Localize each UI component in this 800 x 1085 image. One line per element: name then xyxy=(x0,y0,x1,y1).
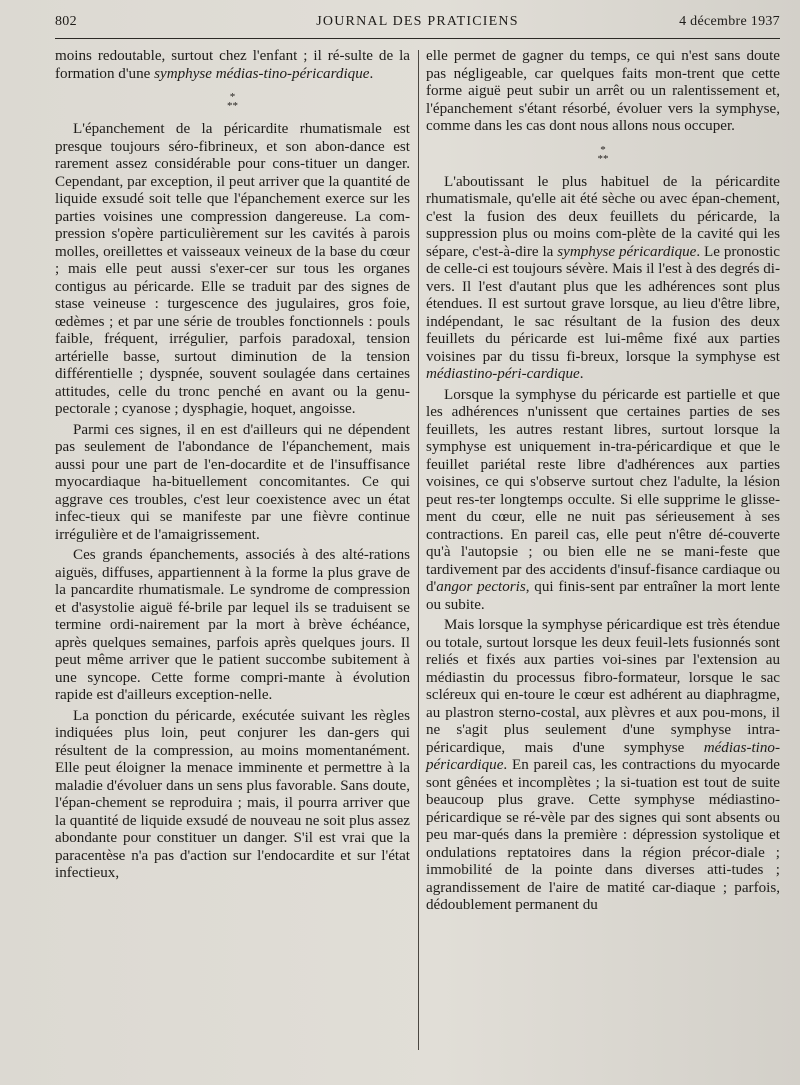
emphasis: symphyse médias-tino-péricardique xyxy=(154,65,370,82)
section-separator: * ** xyxy=(227,91,238,112)
paragraph: L'aboutissant le plus habituel de la péricardite rhumatismale, qu'elle ait été sèche ou avec épan-chement, c'est la fusion des deux feuillets du péricarde, la suppression plus ou moins com-plète de la cavité qui les sépare, c'est-à-dire la symphyse péricardique. Le pronostic de celle-ci est toujours sévère. Mais il l'est à des degrés di-vers. Il l'est d'autant plus que les adhérences sont plus étendues. Il est surtout grave lorsque, au lieu d'être libre, indépendant, le sac résultant de la fusion des deux feuillets du péricarde est lui-même fixé aux parties voisines par du tissu fi-breux, lorsque la symphyse est médiastino-péri-cardique. xyxy=(426,173,780,382)
emphasis: angor pectoris xyxy=(436,579,526,595)
paragraph: Lorsque la symphyse du péricarde est partielle et que les adhérences n'unissent que certaines parties de ses feuillets, les autres restant libres, surtout lorsque la symphyse est uniquement in-tra-péricardique et que le feuillet pariétal reste libre d'adhérences aux parties voisines, ce qui s'observe surtout chez l'adulte, la lésion peut res-ter longtemps occulte. Si elle supprime le glisse-ment du cœur, elle ne nuit pas sérieusement à ses contractions. En pareil cas, elle peut n'être dé-couverte qu'à l'autopsie ; ou bien elle ne se mani-feste que tardivement par des accidents d'insuf-fisance cardiaque ou d'angor pectoris, qui finis-sent par entraîner la mort lente ou subite. xyxy=(426,386,780,613)
issue-date: 4 décembre 1937 xyxy=(679,14,780,29)
paragraph: Ces grands épanchements, associés à des alté-rations aiguës, diffuses, appartiennent à la forme la plus grave de la pancardite rhumatismale. Le syndrome de compression et d'asystolie aiguë fé-brile par lequel ils se traduisent se termine ordi-nairement par la mort à brève échéance, après quelques semaines, parfois après quelques jours. Il peut même arriver que le patient succombe subitement à une syncope. Cette forme compri-mante à évolution rapide est d'ailleurs exception-nelle. xyxy=(55,547,410,703)
paragraph: La ponction du péricarde, exécutée suivant les règles indiquées plus loin, peut conjurer les dan-gers qui résultent de la compression, au moins momentanément. Elle peut éloigner la menace imminente et permettre à la maladie d'évoluer dans un sens plus favorable. Sans doute, l'épan-chement se reproduira ; mais, il pourra arriver que la quantité de liquide exsudé de nouveau ne soit plus assez abondante pour constituer un danger. S'il est vrai que la paracentèse n'a pas d'action sur l'endocardite et sur l'état infectieux, xyxy=(55,707,410,881)
paragraph: elle permet de gagner du temps, ce qui n'est sans doute pas négligeable, car quelques faits mon-trent que cette forme aiguë peut subir un arrêt ou un ralentissement et, l'épanchement s'étant résorbé, évoluer vers la symphyse, comme dans les cas dont nous allons nous occuper. xyxy=(426,48,780,134)
section-separator: * ** xyxy=(597,143,609,165)
running-header xyxy=(55,14,780,36)
right-column xyxy=(426,48,780,1068)
paragraph: moins redoutable, surtout chez l'enfant ; il ré-sulte de la formation d'une symphyse médias-tino-péricardique. xyxy=(55,48,410,82)
emphasis: symphyse péricardique xyxy=(557,243,697,260)
emphasis: médiastino-péri-cardique xyxy=(426,366,580,382)
emphasis: médias-tino-péricardique xyxy=(426,739,780,773)
header-rule xyxy=(55,38,780,39)
journal-title: JOURNAL DES PRATICIENS xyxy=(316,14,519,29)
column-divider xyxy=(418,50,419,1050)
paragraph: L'épanchement de la péricardite rhumatismale est presque toujours séro-fibrineux, et son abon-dance est rarement assez considérable pour cons-tituer un danger. Cependant, par exception, il peut arriver que la quantité de liquide exsudé soit telle que l'épanchement exerce sur les parties voisines une compression dangereuse. La com-pression s'opère particulièrement sur les cavités à parois molles, oreillettes et vaisseaux veineux de la base du cœur ; mais elle peut aussi s'exer-cer sur tous les organes contigus au péricarde. Elle se traduit par des signes de stase veineuse : turgescence des jugulaires, gros foie, œdèmes ; et par une série de troubles fonctionnels : pouls faible, fréquent, irrégulier, parfois paradoxal, tension artérielle basse, surtout diminution de la tension différentielle ; dyspnée, souvent soulagée dans certaines attitudes, celle du tronc penché en avant ou la genu-pectorale ; cyanose ; dysphagie, hoquet, angoisse. xyxy=(55,121,410,417)
paragraph: Mais lorsque la symphyse péricardique est très étendue ou totale, surtout lorsque les deux feuil-lets fusionnés sont reliés et fixés aux parties voi-sines par l'extension au médiastin du processus fibro-formateur, lorsque le sac scléreux qui en-toure le cœur est adhérent au diaphragme, au plastron sterno-costal, aux plèvres et aux pou-mons, il ne s'agit plus seulement d'une symphyse intra-péricardique, mais d'une symphyse médias-tino-péricardique. En pareil cas, les contractions du myocarde sont gênées et incomplètes ; la si-tuation est tout de suite beaucoup plus grave. Cette symphyse médiastino-péricardique se ré-vèle par des signes qui sont absents ou peu mar-qués dans la première : dépression systolique et ondulations reptatoires dans la région précor-diale ; immobilité de la pointe dans diverses atti-tudes ; agrandissement de l'aire de matité car-diaque ; parfois, dédoublement permanent du xyxy=(426,617,780,913)
paragraph: Parmi ces signes, il en est d'ailleurs qui ne dépendent pas seulement de l'abondance de l'épanchement, mais aussi pour une part de l'en-docardite et de l'insuffisance myocardiaque ha-bituellement concomitantes. Ce qui aggrave ces troubles, c'est leur coexistence avec un état infec-tieux qui se manifeste par une fièvre continue irrégulière et de l'amaigrissement. xyxy=(55,421,410,543)
left-column xyxy=(55,48,410,1068)
page-number: 802 xyxy=(55,14,77,29)
